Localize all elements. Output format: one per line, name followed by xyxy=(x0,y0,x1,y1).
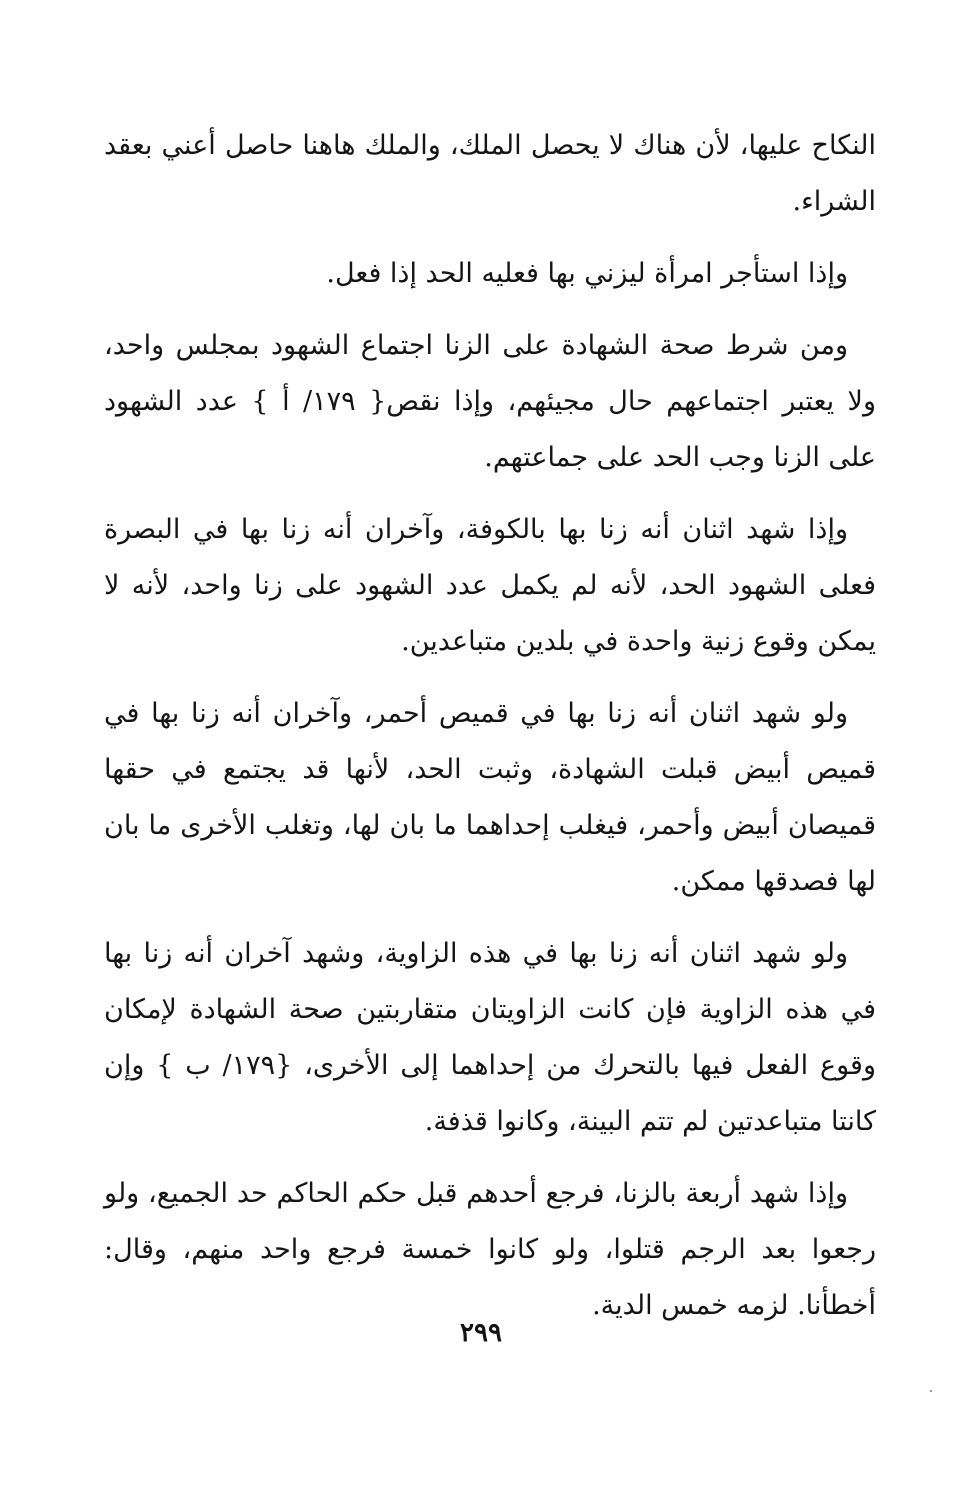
paragraph-witness-assembly: ومن شرط صحة الشهادة على الزنا اجتماع الشهود بمجلس واحد، ولا يعتبر اجتماعهم حال مجيئهم، وإذا نقص{ ١٧٩/ أ } عدد الشهود على الزنا وجب الحد على جماعتهم. xyxy=(104,330,876,473)
paragraph-hire-woman: وإذا استأجر امرأة ليزني بها فعليه الحد إذا فعل. xyxy=(326,258,848,289)
paragraph-corners: ولو شهد اثنان أنه زنا بها في هذه الزاوية، وشهد آخران أنه زنا بها في هذه الزاوية فإن كانت الزاويتان متقاربتين صحة الشهادة لإمكان وقوع الفعل فيها بالتحرك من إحداهما إلى الأخرى، {١٧٩/ ب } وإن كانتا متباعدتين لم تتم البينة، وكانوا قذفة. xyxy=(104,938,876,1137)
paragraph-red-white-shirt: ولو شهد اثنان أنه زنا بها في قميص أحمر، وآخران أنه زنا بها في قميص أبيض قبلت الشهادة، وثبت الحد، لأنها قد يجتمع في حقها قميصان أبيض وأحمر، فيغلب إحداهما ما بان لها، وتغلب الأخرى ما بان لها فصدقها ممكن. xyxy=(104,698,876,897)
scan-speck xyxy=(930,1390,932,1392)
paragraph-kufa-basra: وإذا شهد اثنان أنه زنا بها بالكوفة، وآخران أنه زنا بها في البصرة فعلى الشهود الحد، لأنه لم يكمل عدد الشهود على زنا واحد، لأنه لا يمكن وقوع زنية واحدة في بلدين متباعدين. xyxy=(104,514,876,657)
paragraph-continuation: النكاح عليها، لأن هناك لا يحصل الملك، والملك هاهنا حاصل أعني بعقد الشراء. xyxy=(104,130,876,217)
body-text xyxy=(104,118,876,1350)
page-number: ٢٩٩ xyxy=(460,1318,502,1348)
paragraph-retraction: وإذا شهد أربعة بالزنا، فرجع أحدهم قبل حكم الحاكم حد الجميع، ولو رجعوا بعد الرجم قتلوا، ولو كانوا خمسة فرجع واحد منهم، وقال: أخطأنا. لزمه خمس الدية. xyxy=(104,1178,876,1321)
